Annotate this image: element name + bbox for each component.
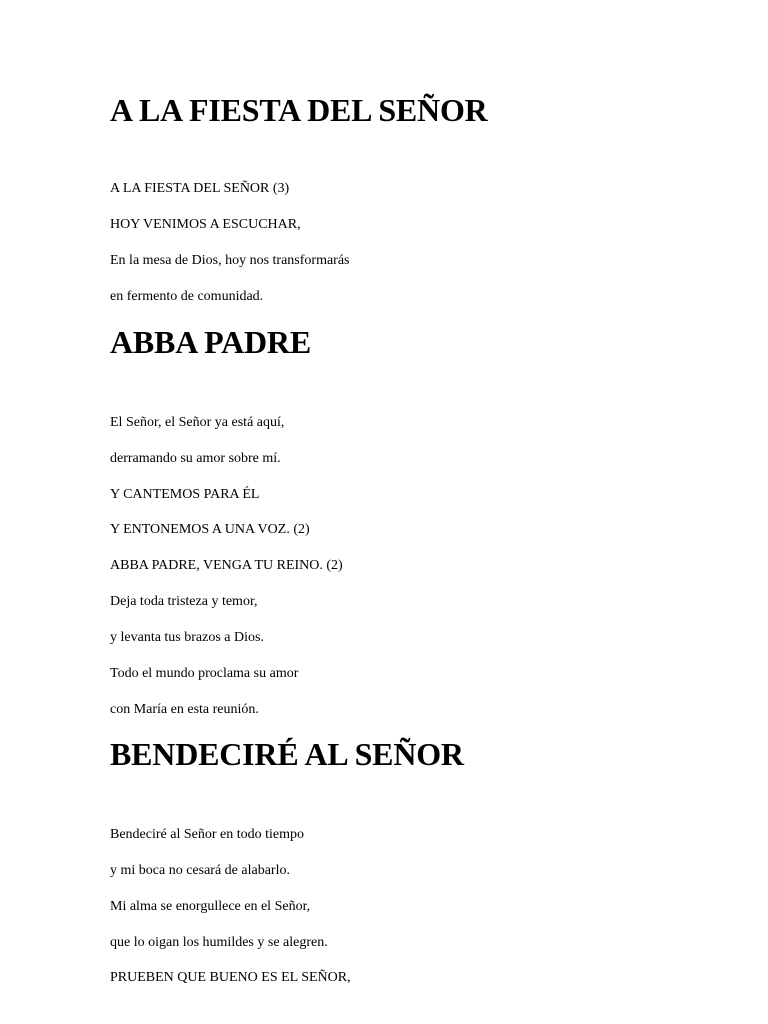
lyric-line: Deja toda tristeza y temor, (110, 594, 258, 609)
song-title: BENDECIRÉ AL SEÑOR (110, 736, 464, 772)
lyric-line: El Señor, el Señor ya está aquí, (110, 415, 285, 430)
lyric-line: y mi boca no cesará de alabarlo. (110, 863, 290, 878)
lyric-line: en fermento de comunidad. (110, 289, 264, 304)
lyric-line: Y ENTONEMOS A UNA VOZ. (2) (110, 522, 310, 537)
lyric-line: Mi alma se enorgullece en el Señor, (110, 899, 311, 914)
lyric-line: que lo oigan los humildes y se alegren. (110, 935, 328, 950)
lyric-line: Todo el mundo proclama su amor (110, 666, 299, 681)
lyric-line: HOY VENIMOS A ESCUCHAR, (110, 217, 301, 232)
lyric-line: con María en esta reunión. (110, 702, 259, 717)
song-title: A LA FIESTA DEL SEÑOR (110, 92, 488, 128)
lyric-line: PRUEBEN QUE BUENO ES EL SEÑOR, (110, 970, 351, 985)
lyric-line: ABBA PADRE, VENGA TU REINO. (2) (110, 558, 343, 573)
lyric-line: derramando su amor sobre mí. (110, 451, 281, 466)
song-title: ABBA PADRE (110, 324, 311, 360)
lyric-line: y levanta tus brazos a Dios. (110, 630, 264, 645)
lyric-line: A LA FIESTA DEL SEÑOR (3) (110, 181, 290, 196)
lyric-line: Bendeciré al Señor en todo tiempo (110, 827, 304, 842)
lyric-line: Y CANTEMOS PARA ÉL (110, 487, 260, 502)
lyric-line: En la mesa de Dios, hoy nos transformarás (110, 253, 350, 268)
